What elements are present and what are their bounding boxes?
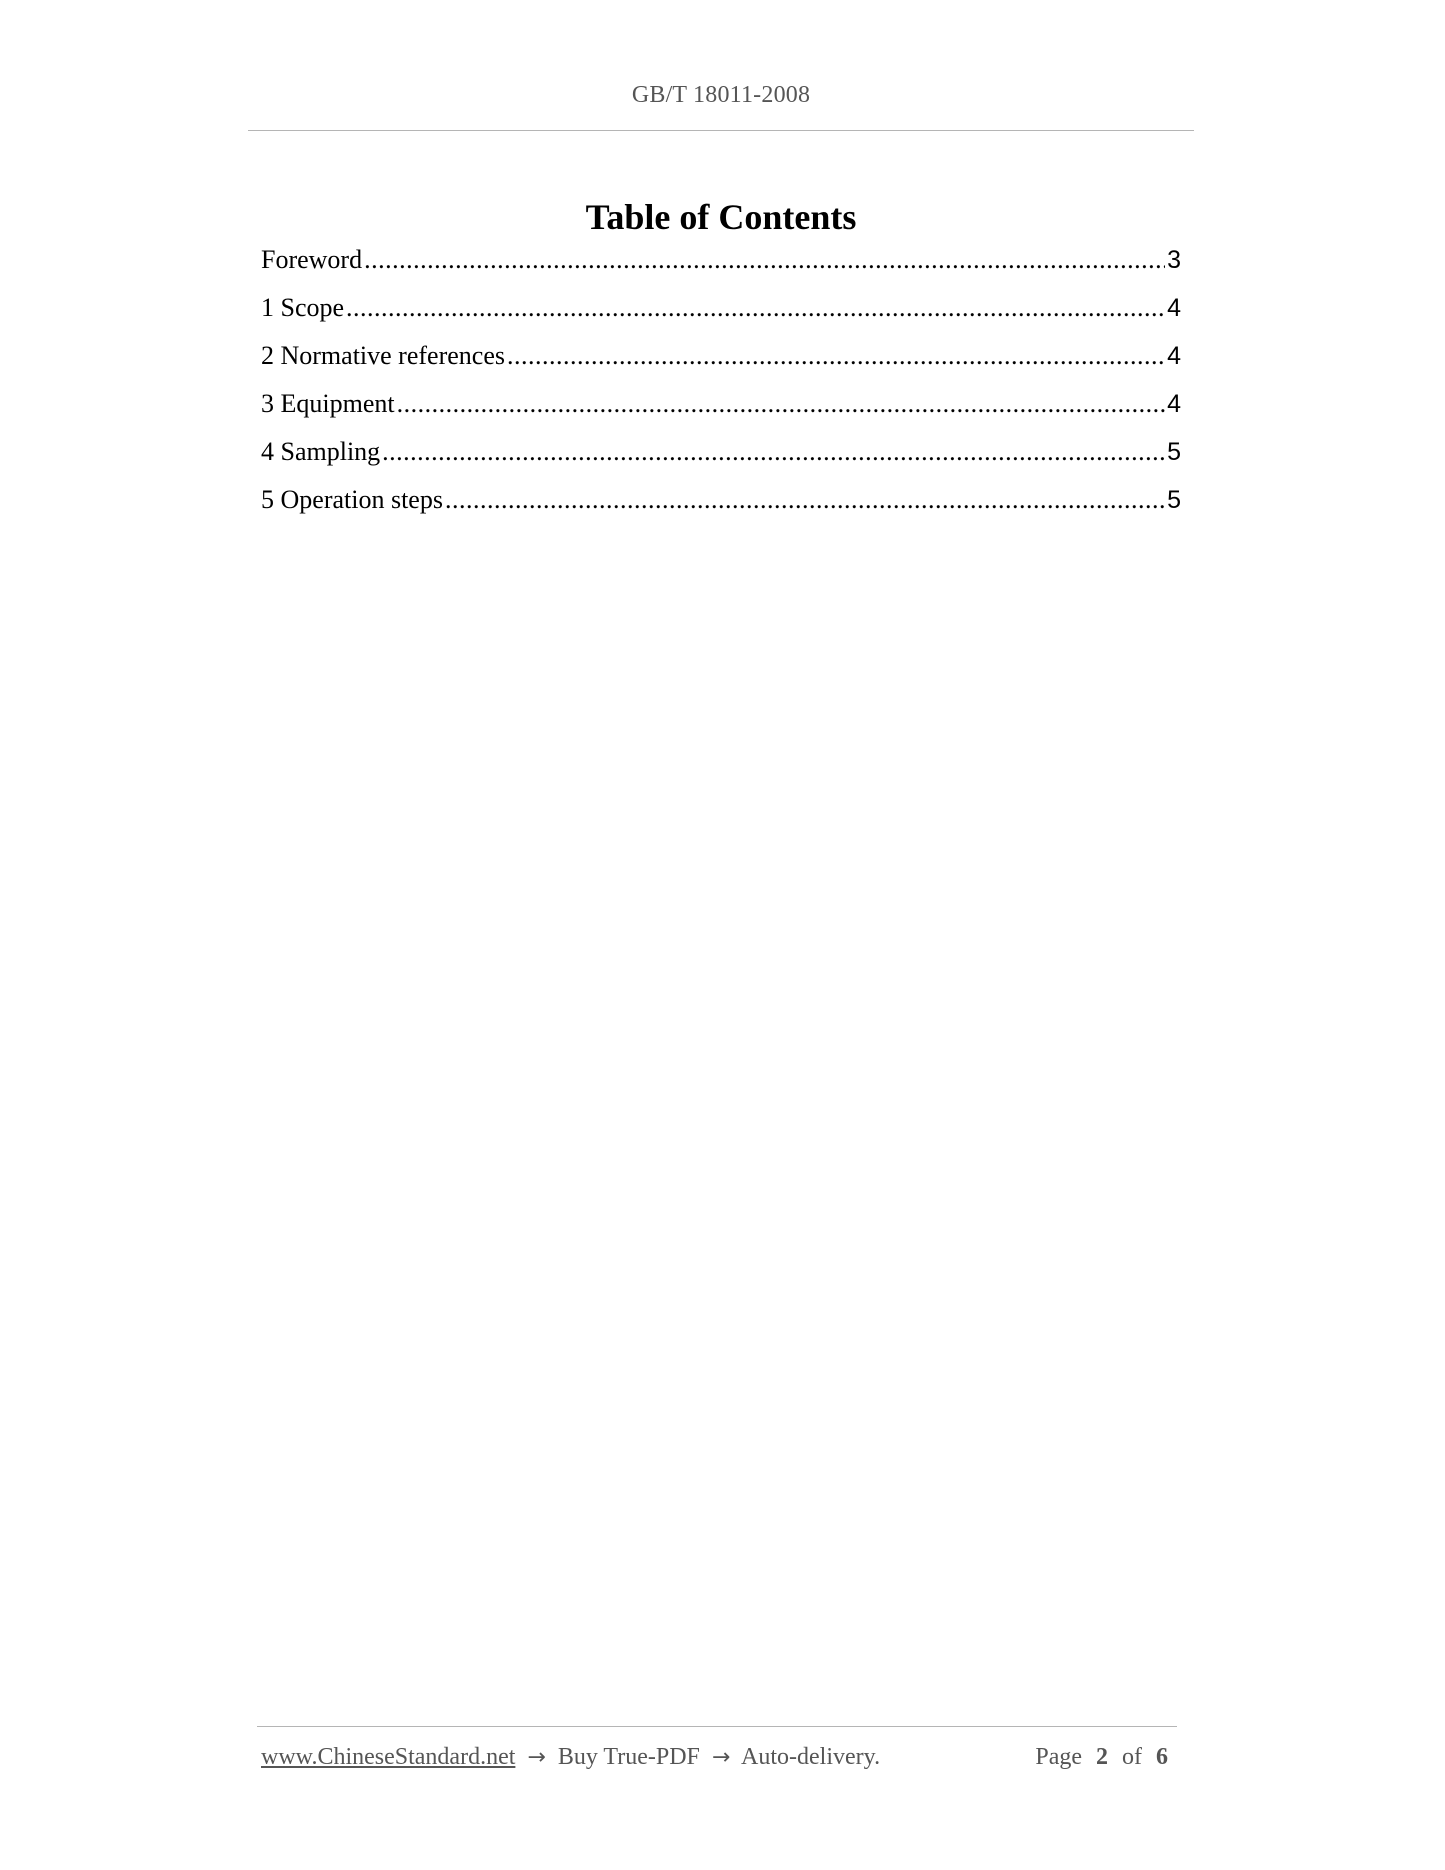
toc-entry-page: 5 <box>1167 438 1181 466</box>
document-id-header: GB/T 18011-2008 <box>631 82 811 108</box>
toc-dot-leader <box>445 480 1165 520</box>
site-link[interactable]: www.ChineseStandard.net <box>261 1744 516 1770</box>
footer-promo <box>261 1744 880 1771</box>
arrow-right-icon: → <box>711 1745 731 1770</box>
toc-entry-label: 3 Equipment <box>261 389 395 418</box>
toc-entry-label: 4 Sampling <box>261 437 381 466</box>
toc-entry-foreword[interactable] <box>261 240 1181 288</box>
arrow-right-icon: → <box>527 1745 546 1770</box>
footer-divider <box>257 1726 1177 1727</box>
toc-dot-leader <box>507 336 1165 376</box>
toc-dot-leader <box>382 432 1165 472</box>
toc-dot-leader <box>397 384 1166 424</box>
toc-list <box>261 240 1181 528</box>
delivery-text: Auto-delivery. <box>741 1744 881 1770</box>
toc-entry-page: 4 <box>1167 390 1181 418</box>
current-page-number: 2 <box>1096 1744 1108 1770</box>
toc-entry-scope[interactable] <box>261 288 1181 336</box>
toc-entry-label: 5 Operation steps <box>261 485 443 514</box>
page-word: Page <box>1035 1744 1082 1770</box>
toc-entry-page: 4 <box>1167 342 1181 370</box>
toc-entry-normative-references[interactable] <box>261 336 1181 384</box>
toc-entry-label: Foreword <box>261 245 363 274</box>
of-word: of <box>1122 1744 1142 1770</box>
toc-entry-equipment[interactable] <box>261 384 1181 432</box>
toc-title: Table of Contents <box>585 197 857 238</box>
toc-entry-page: 3 <box>1167 246 1181 274</box>
toc-entry-label: 1 Scope <box>261 293 345 322</box>
page-footer <box>261 1744 1176 1771</box>
toc-entry-sampling[interactable] <box>261 432 1181 480</box>
toc-dot-leader <box>364 240 1165 280</box>
toc-entry-page: 4 <box>1167 294 1181 322</box>
total-pages-number: 6 <box>1156 1744 1168 1770</box>
buy-text: Buy True-PDF <box>557 1744 700 1770</box>
header-divider <box>248 130 1194 131</box>
toc-dot-leader <box>346 288 1165 328</box>
toc-entry-operation-steps[interactable] <box>261 480 1181 528</box>
toc-entry-page: 5 <box>1167 486 1181 514</box>
toc-entry-label: 2 Normative references <box>261 341 505 370</box>
page-indicator <box>1035 1744 1176 1771</box>
